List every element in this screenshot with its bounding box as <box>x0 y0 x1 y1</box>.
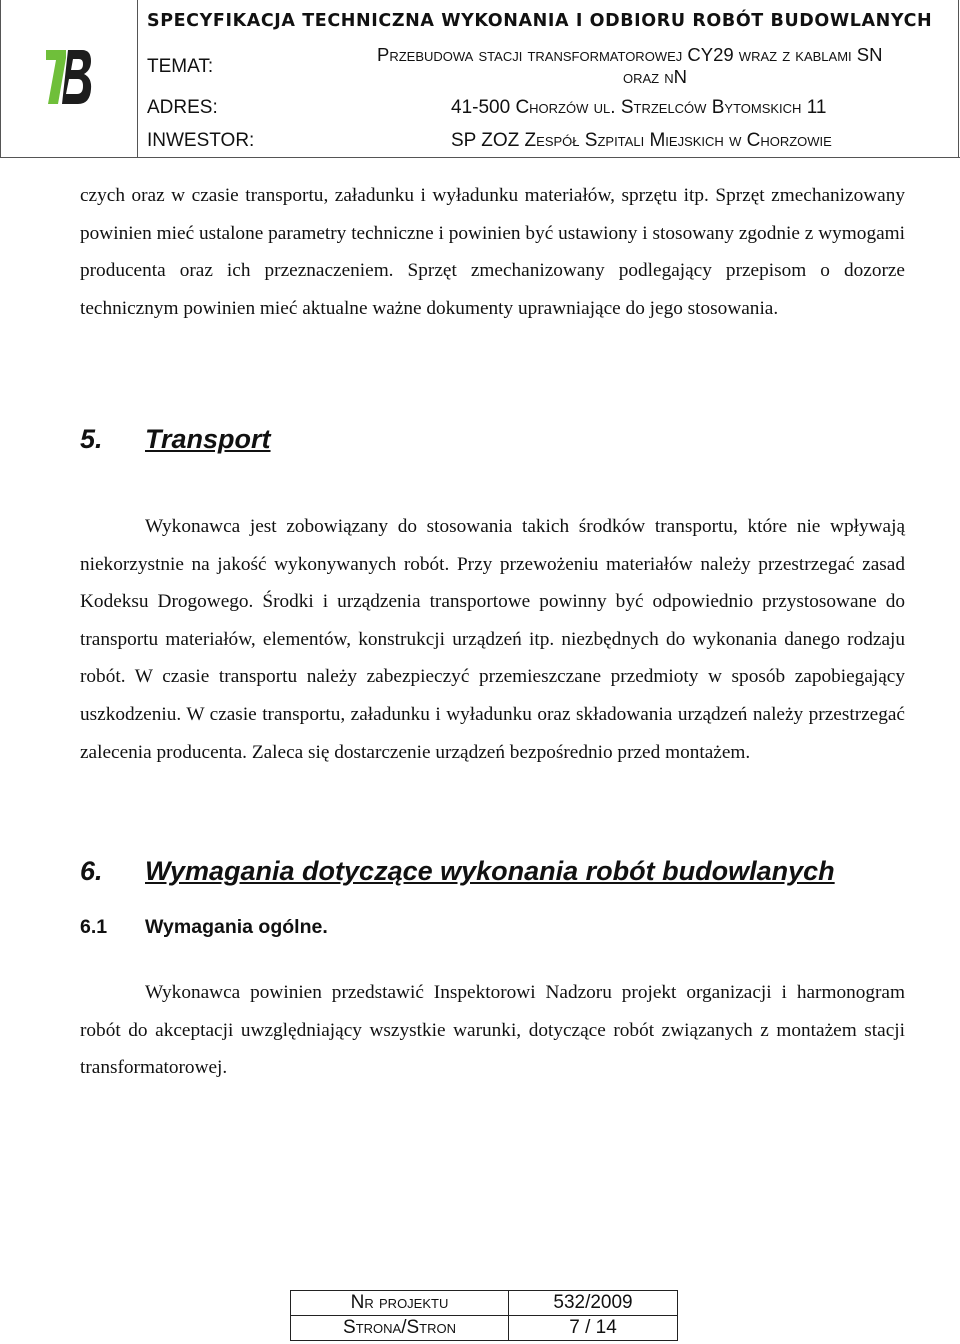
header-bottom-rule <box>0 157 960 158</box>
general-paragraph-block <box>80 974 905 1087</box>
footer-page-label: Strona/Stron <box>291 1316 509 1341</box>
section-6-title: Wymagania dotyczące wykonania robót budowlanych <box>145 856 835 886</box>
header-divider <box>137 0 138 158</box>
footer-row-page <box>291 1316 678 1341</box>
general-requirements-paragraph: Wykonawca powinien przedstawić Inspektorowi Nadzoru projekt organizacji i harmonogram robót do akceptacji uwzględniający wszystkie warunki, dotyczące robót związanych z montażem stacji transformatorowej. <box>80 982 905 1079</box>
section-6-heading <box>80 856 835 887</box>
header-label-adres: ADRES: <box>147 97 218 118</box>
intro-paragraph: czych oraz w czasie transportu, załadunku i wyładunku materiałów, sprzętu itp. Sprzęt zmechanizowany powinien mieć ustalone parametry techniczne i powinien być ustawiony i stosowany zgodnie z wymogami producenta oraz ich przeznaczeniem. Sprzęt zmechanizowany podlegający przepisom o dozorze technicznym powinien mieć aktualne ważne dokumenty uprawniające do jego stosowania. <box>80 185 905 319</box>
footer-table <box>290 1290 678 1341</box>
footer-page-value: 7 / 14 <box>509 1316 678 1341</box>
document-title: SPECYFIKACJA TECHNICZNA WYKONANIA I ODBIORU ROBÓT BUDOWLANYCH <box>147 11 933 31</box>
footer-row-project <box>291 1291 678 1316</box>
footer-project-label: Nr projektu <box>291 1291 509 1316</box>
transport-paragraph-block <box>80 508 905 771</box>
section-6-1-number: 6.1 <box>80 916 108 938</box>
header-value-adres: 41-500 Chorzów ul. Strzelców Bytomskich 11 <box>451 97 827 118</box>
document-header <box>0 0 960 158</box>
header-label-temat: TEMAT: <box>147 56 214 77</box>
intro-paragraph-block <box>80 177 905 327</box>
header-value-temat: Przebudowa stacji transformatorowej CY29 wraz z kablami SN <box>377 44 883 65</box>
section-5-number: 5. <box>80 424 103 454</box>
transport-paragraph: Wykonawca jest zobowiązany do stosowania takich środków transportu, które nie wpływają niekorzystnie na jakość wykonywanych robót. Przy przewożeniu materiałów należy przestrzegać zasad Kodeksu Drogowego. Środki i urządzenia transportowe powinny być odpowiednio przystosowane do transportu materiałów, elementów, konstrukcji urządzeń itp. niezbędnych do wykonania danego rodzaju robót. W czasie transportu należy zabezpieczyć przemieszczane przedmioty w sposób zapobiegający uszkodzeniu. W czasie transportu, załadunku i wyładunku oraz składowania urządzeń należy przestrzegać zalecenia producenta. Zaleca się dostarczenie urządzeń bezpośrednio przed montażem. <box>80 516 905 763</box>
header-label-inwestor: INWESTOR: <box>147 130 255 151</box>
header-value-inwestor: SP ZOZ Zespół Szpitali Miejskich w Chorzowie <box>451 130 832 151</box>
header-right-border <box>958 0 959 158</box>
footer-project-value: 532/2009 <box>509 1291 678 1316</box>
company-logo-icon <box>44 46 92 106</box>
section-5-title: Transport <box>145 424 271 454</box>
section-6-1-title: Wymagania ogólne. <box>145 916 328 938</box>
header-left-border <box>0 0 1 158</box>
section-6-1-heading <box>80 916 328 939</box>
header-value-temat-line2: oraz nN <box>623 66 687 87</box>
section-5-heading <box>80 424 271 455</box>
section-6-number: 6. <box>80 856 103 886</box>
